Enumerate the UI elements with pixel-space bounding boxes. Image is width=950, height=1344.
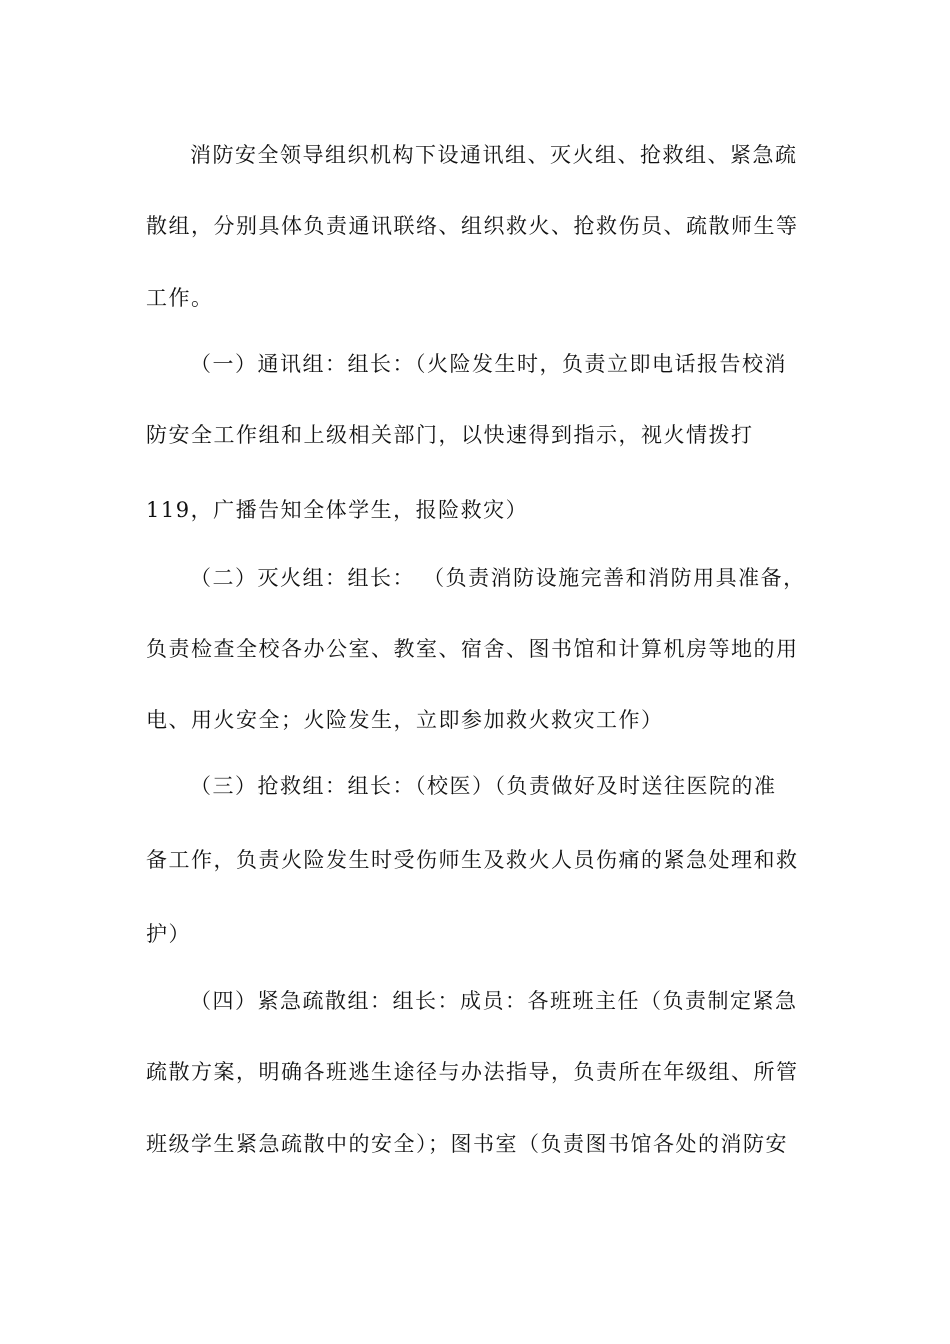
section-1-line-2: 防安全工作组和上级相关部门，以快速得到指示，视火情拨打 (146, 423, 754, 447)
section-4-line-2: 疏散方案，明确各班逃生途径与办法指导，负责所在年级组、所管 (146, 1060, 799, 1084)
section-1-line-1: （一）通讯组：组长：（火险发生时，负责立即电话报告校消 (190, 352, 787, 376)
section-2-line-3: 电、用火安全；火险发生，立即参加救火救灾工作） (146, 708, 664, 732)
section-1-line-3: 119，广播告知全体学生，报险救灾） (146, 498, 529, 522)
section-4-line-1: （四）紧急疏散组：组长：成员：各班班主任（负责制定紧急 (190, 989, 798, 1013)
section-3-line-2: 备工作，负责火险发生时受伤师生及救火人员伤痛的紧急处理和救 (146, 848, 799, 872)
section-4-line-3: 班级学生紧急疏散中的安全）；图书室（负责图书馆各处的消防安 (146, 1132, 788, 1156)
section-2-line-1: （二）灭火组：组长： （负责消防设施完善和消防用具准备， (190, 566, 806, 590)
section-3-line-3: 护） (146, 922, 191, 946)
paragraph-intro-line-1: 消防安全领导组织机构下设通讯组、灭火组、抢救组、紧急疏 (190, 143, 798, 167)
section-2-line-2: 负责检查全校各办公室、教室、宿舍、图书馆和计算机房等地的用 (146, 637, 799, 661)
paragraph-intro-line-3: 工作。 (146, 286, 214, 310)
section-3-line-1: （三）抢救组：组长：（校医）（负责做好及时送往医院的准 (190, 774, 777, 798)
paragraph-intro-line-2: 散组，分别具体负责通讯联络、组织救火、抢救伤员、疏散师生等 (146, 214, 799, 238)
